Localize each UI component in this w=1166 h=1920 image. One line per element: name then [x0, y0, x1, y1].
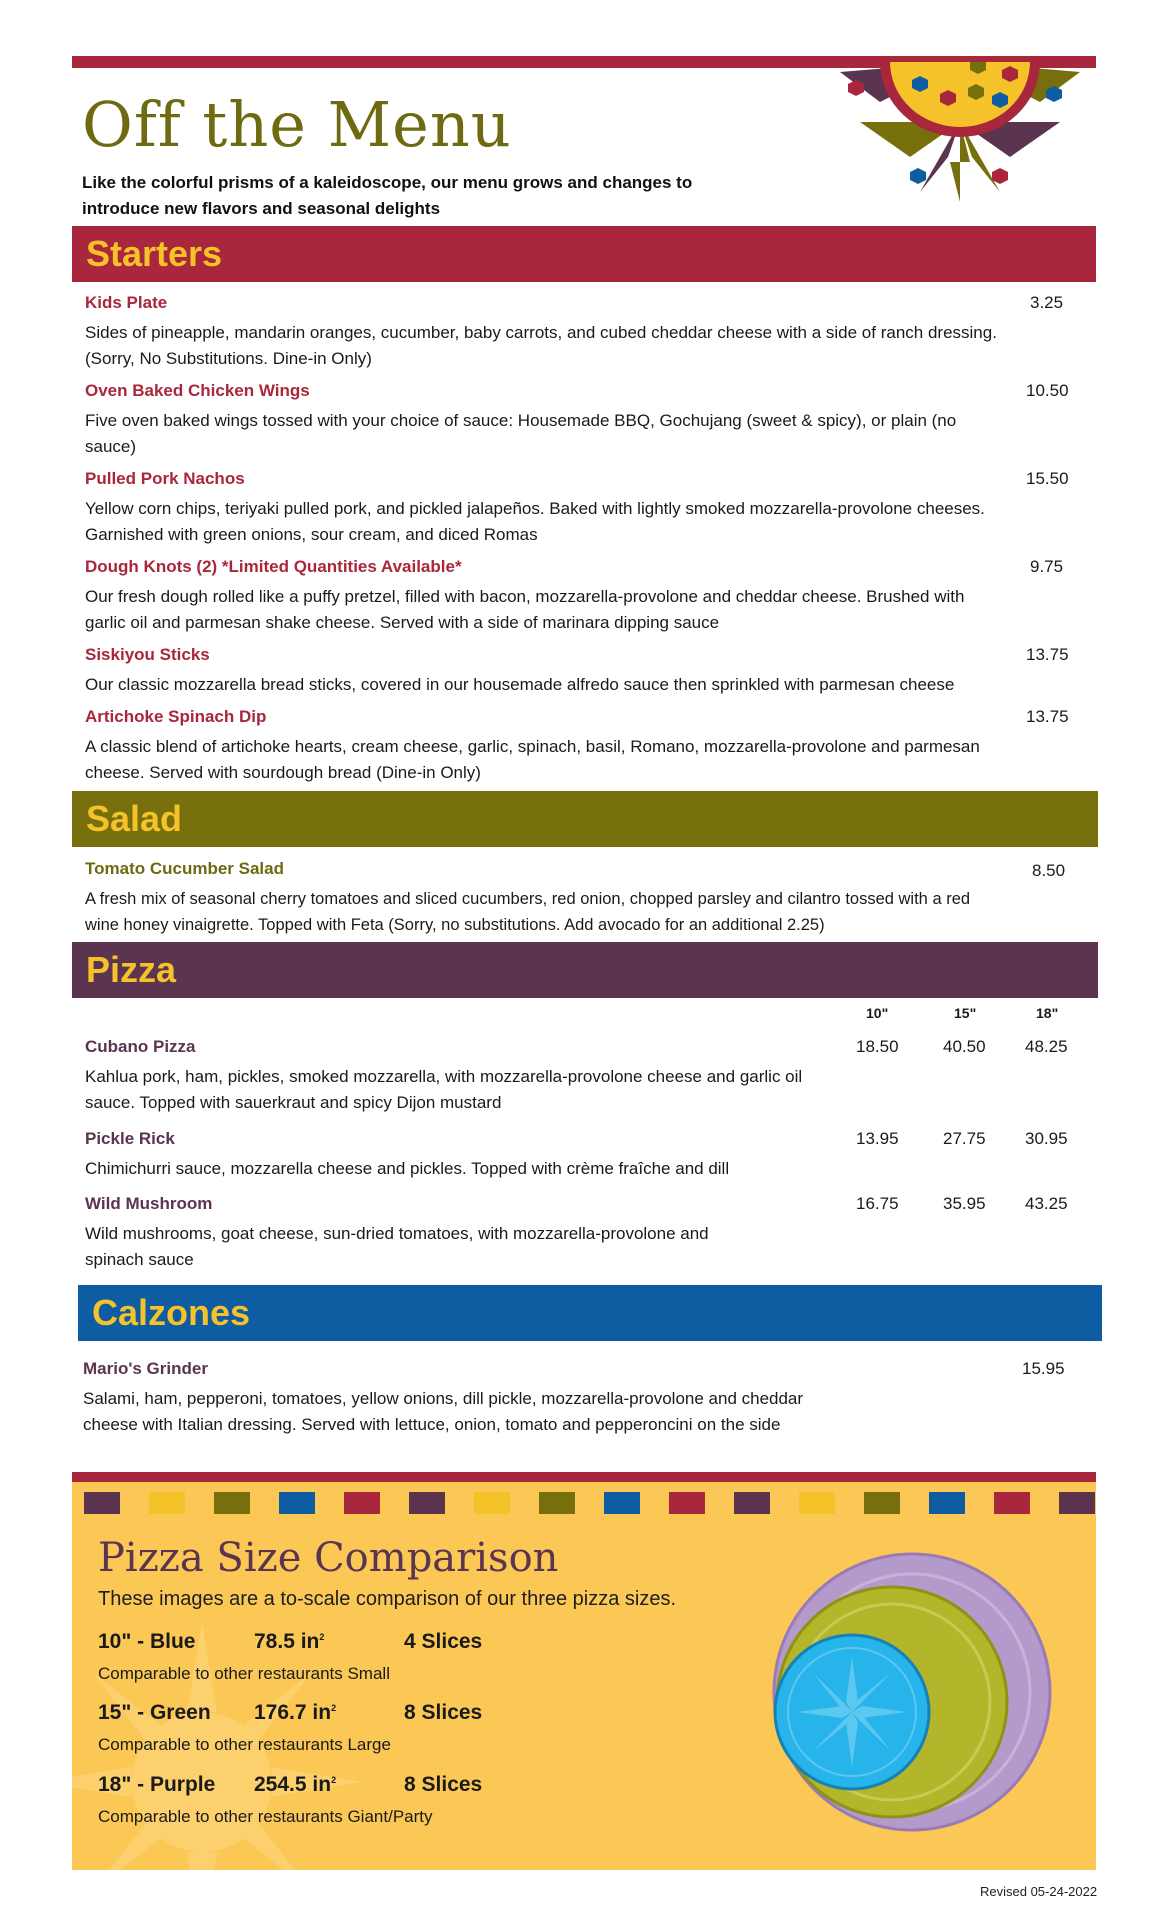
item-price: 40.50	[943, 1037, 986, 1056]
item-name: Dough Knots (2) *Limited Quantities Available*	[85, 557, 462, 576]
item-name: Artichoke Spinach Dip	[85, 707, 267, 726]
size-label: 15" - Green	[98, 1701, 211, 1724]
item-price: 18.50	[856, 1037, 899, 1056]
revised-date: Revised 05-24-2022	[980, 1884, 1098, 1899]
page-subtitle: Like the colorful prisms of a kaleidoscope, our menu grows and changes to introduce new flavors and seasonal delights	[82, 173, 693, 218]
item-description: Five oven baked wings tossed with your choice of sauce: Housemade BBQ, Gochujang (sweet & spicy), or plain (no sauce)	[85, 411, 957, 456]
item-price: 15.95	[1022, 1359, 1065, 1378]
item-price: 16.75	[856, 1194, 899, 1213]
size-slices: 4 Slices	[404, 1630, 483, 1653]
size-area: 78.5 $in^2$	[254, 1630, 325, 1653]
item-price: 27.75	[943, 1129, 986, 1148]
size-label: 10" - Blue	[98, 1630, 196, 1653]
menu-item	[85, 554, 1005, 636]
item-description: Salami, ham, pepperoni, tomatoes, yellow onions, dill pickle, mozzarella-provolone and cheddar cheese with Italian dressing. Served with lettuce, onion, tomato and pepperoncini on the side	[83, 1389, 804, 1434]
menu-item	[85, 466, 1005, 548]
item-price: 3.25	[1030, 293, 1064, 312]
item-name: Pickle Rick	[85, 1129, 175, 1148]
section-heading-calzones: Calzones	[78, 1285, 1102, 1341]
size-slices: 8 Slices	[404, 1773, 483, 1796]
size-slices: 8 Slices	[404, 1701, 483, 1724]
size-note: Comparable to other restaurants Giant/Party	[98, 1807, 433, 1826]
size-area: 176.7 $in^2$	[254, 1701, 337, 1724]
bottom-rule	[72, 1472, 1096, 1482]
menu-item	[83, 1356, 843, 1438]
item-description: Our classic mozzarella bread sticks, covered in our housemade alfredo sauce then sprinkled with parmesan cheese	[85, 675, 955, 694]
page-title: Off the Menu	[82, 88, 512, 161]
item-description: A fresh mix of seasonal cherry tomatoes and sliced cucumbers, red onion, chopped parsley and cilantro tossed with a red wine honey vinaigrette. Topped with Feta (Sorry, no substitutions. Add avocado for an additional 2.25)	[85, 890, 971, 934]
kaleidoscope-logo	[820, 62, 1100, 212]
item-name: Kids Plate	[85, 293, 168, 312]
item-description: A classic blend of artichoke hearts, cream cheese, garlic, spinach, basil, Romano, mozzarella-provolone and parmesan cheese. Served with sourdough bread (Dine-in Only)	[85, 737, 980, 782]
item-name: Wild Mushroom	[85, 1194, 213, 1213]
item-price: 9.75	[1030, 557, 1064, 576]
item-price: 48.25	[1025, 1037, 1068, 1056]
item-description: Chimichurri sauce, mozzarella cheese and pickles. Topped with crème fraîche and dill	[85, 1159, 730, 1178]
menu-item	[85, 1034, 845, 1116]
item-name: Pulled Pork Nachos	[85, 469, 245, 488]
comparison-title: Pizza Size Comparison	[98, 1535, 559, 1581]
item-description: Our fresh dough rolled like a puffy pretzel, filled with bacon, mozzarella-provolone and cheddar cheese. Brushed with garlic oil and parmesan shake cheese. Served with a side of marinara dipping sauce	[85, 587, 965, 632]
menu-item	[85, 290, 1005, 372]
menu-item	[85, 856, 1005, 938]
item-name: Oven Baked Chicken Wings	[85, 381, 310, 400]
item-price: 13.95	[856, 1129, 899, 1148]
item-price: 43.25	[1025, 1194, 1068, 1213]
item-name: Cubano Pizza	[85, 1037, 196, 1056]
item-price: 15.50	[1026, 469, 1069, 488]
item-price: 10.50	[1026, 381, 1069, 400]
item-price: 30.95	[1025, 1129, 1068, 1148]
item-description: Wild mushrooms, goat cheese, sun-dried tomatoes, with mozzarella-provolone and spinach sauce	[85, 1224, 709, 1269]
menu-item	[85, 378, 1005, 460]
comparison-subtitle: These images are a to-scale comparison of our three pizza sizes.	[98, 1588, 677, 1610]
item-description: Sides of pineapple, mandarin oranges, cucumber, baby carrots, and cubed cheddar cheese with a side of ranch dressing. (Sorry, No Substitutions. Dine-in Only)	[85, 323, 997, 368]
pizza-size-circles	[762, 1542, 1062, 1842]
menu-item	[85, 1126, 845, 1182]
size-label: 18" - Purple	[98, 1773, 216, 1796]
menu-item	[85, 642, 1005, 698]
section-heading-salad: Salad	[72, 791, 1098, 847]
item-price: 35.95	[943, 1194, 986, 1213]
item-description: Kahlua pork, ham, pickles, smoked mozzarella, with mozzarella-provolone cheese and garlic oil sauce. Topped with sauerkraut and spicy Dijon mustard	[85, 1067, 803, 1112]
menu-item	[85, 704, 1005, 786]
item-name: Tomato Cucumber Salad	[85, 859, 284, 878]
size-header-18: 18"	[1036, 1005, 1059, 1021]
size-header-15: 15"	[954, 1005, 977, 1021]
item-name: Siskiyou Sticks	[85, 645, 210, 664]
item-price: 8.50	[1032, 861, 1066, 880]
item-description: Yellow corn chips, teriyaki pulled pork, and pickled jalapeños. Baked with lightly smoked mozzarella-provolone cheeses. Garnished with green onions, sour cream, and diced Romas	[85, 499, 985, 544]
size-note: Comparable to other restaurants Small	[98, 1664, 390, 1683]
item-name: Mario's Grinder	[83, 1359, 208, 1378]
menu-item	[85, 1191, 845, 1273]
size-area: 254.5 $in^2$	[254, 1773, 337, 1796]
size-note: Comparable to other restaurants Large	[98, 1735, 391, 1754]
section-heading-starters: Starters	[72, 226, 1096, 282]
size-header-10: 10"	[866, 1005, 889, 1021]
size-comparison-panel	[72, 1482, 1096, 1870]
item-price: 13.75	[1026, 645, 1069, 664]
item-price: 13.75	[1026, 707, 1069, 726]
section-heading-pizza: Pizza	[72, 942, 1098, 998]
